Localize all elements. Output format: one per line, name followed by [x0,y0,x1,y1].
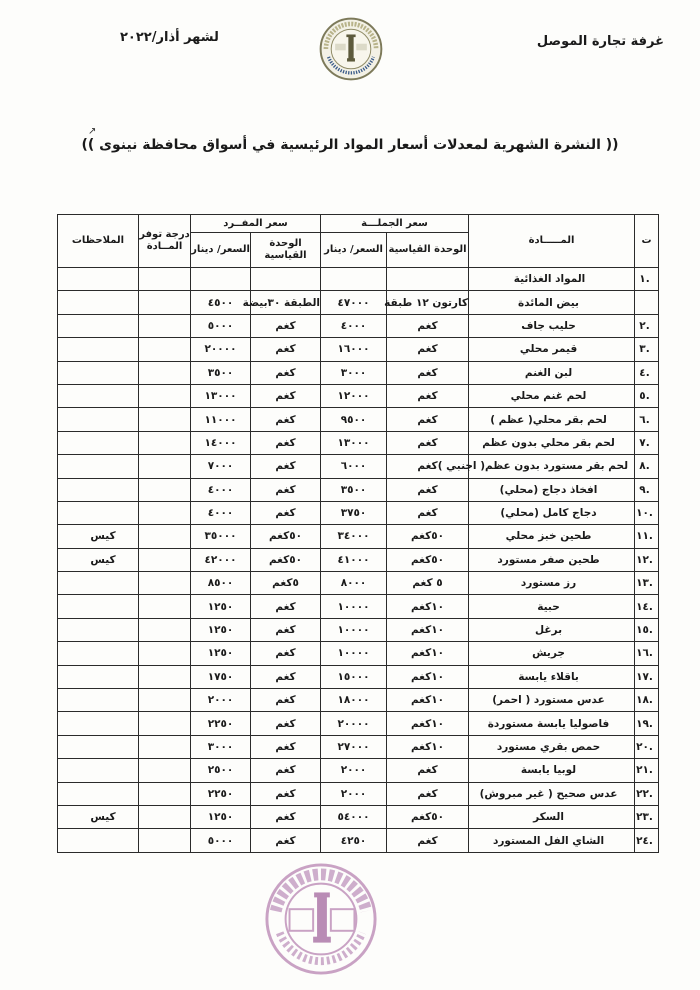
wholesale-unit: ١٠كغم [387,618,469,641]
table-row [58,291,659,314]
note [58,782,139,805]
wholesale-unit: ٥ كغم [387,572,469,595]
wholesale-price: ١٠٠٠٠ [321,642,387,665]
wholesale-unit: كغم [387,314,469,337]
note [58,759,139,782]
retail-unit: كغم [251,361,321,384]
retail-unit: كغم [251,338,321,361]
row-num: .٢ [635,314,659,337]
row-num: .٢٤ [635,829,659,852]
wholesale-unit: كغم [387,361,469,384]
wholesale-price: ٢٠٠٠ [321,782,387,805]
availability [139,384,191,407]
retail-price: ٤٢٠٠٠ [191,548,251,571]
item-name: طحين صفر مستورد [469,548,635,571]
retail-unit: كغم [251,735,321,758]
note [58,455,139,478]
wholesale-price: ٣٥٠٠ [321,478,387,501]
price-table [57,214,659,853]
wholesale-price: ١٠٠٠٠ [321,595,387,618]
note [58,665,139,688]
retail-unit: كغم [251,618,321,641]
wholesale-unit: ١٠كغم [387,712,469,735]
note [58,291,139,314]
retail-price: ١١٠٠٠ [191,408,251,431]
retail-unit: ٥٠كغم [251,548,321,571]
note: كيس [58,805,139,828]
availability [139,431,191,454]
item-name: لحم بقر محلي بدون عظم [469,431,635,454]
wholesale-price: ٤٠٠٠ [321,314,387,337]
item-name: حليب جاف [469,314,635,337]
note [58,829,139,852]
availability [139,291,191,314]
chamber-stamp-bottom [262,860,380,978]
availability [139,408,191,431]
retail-price: ٢٢٥٠ [191,712,251,735]
table-row [58,642,659,665]
retail-price: ٨٥٠٠ [191,572,251,595]
retail-price: ٤٠٠٠ [191,501,251,524]
note [58,361,139,384]
availability [139,782,191,805]
wholesale-price: ٢٧٠٠٠ [321,735,387,758]
wholesale-unit: كغم [387,431,469,454]
retail-unit: الطبقة ٣٠بيضة [251,291,321,314]
report-period: لشهر أذار/٢٠٢٢ [120,30,219,45]
wholesale-price: ٦٠٠٠ [321,455,387,478]
row-num: .٢٣ [635,805,659,828]
note [58,338,139,361]
table-row [58,689,659,712]
row-num: .٢٠ [635,735,659,758]
item-name: لبن الغنم [469,361,635,384]
retail-price: ١٣٠٠٠ [191,384,251,407]
table-row [58,665,659,688]
retail-unit: كغم [251,759,321,782]
item-name: افخاذ دجاج (محلي) [469,478,635,501]
availability [139,501,191,524]
wholesale-unit: كغم [387,408,469,431]
row-num: .١٢ [635,548,659,571]
item-name: لوبيا يابسة [469,759,635,782]
table-row [58,759,659,782]
item-name: برغل [469,618,635,641]
retail-price: ١٢٥٠ [191,595,251,618]
table-row [58,805,659,828]
row-num: .١٧ [635,665,659,688]
availability [139,735,191,758]
table-row [58,501,659,524]
retail-price: ١٢٥٠ [191,642,251,665]
retail-unit: كغم [251,689,321,712]
item-name: السكر [469,805,635,828]
table-row [58,572,659,595]
availability [139,689,191,712]
table-row [58,735,659,758]
section-num: .١ [635,268,659,291]
retail-unit: كغم [251,665,321,688]
availability [139,595,191,618]
availability [139,548,191,571]
wholesale-price: ١٣٠٠٠ [321,431,387,454]
table-row [58,478,659,501]
retail-unit: كغم [251,431,321,454]
wholesale-price: ١٦٠٠٠ [321,338,387,361]
row-num: .٢٢ [635,782,659,805]
item-name: لحم غنم محلي [469,384,635,407]
retail-unit: كغم [251,501,321,524]
retail-price: ٧٠٠٠ [191,455,251,478]
item-name: حمص بقري مستورد [469,735,635,758]
retail-unit: كغم [251,829,321,852]
table-row [58,314,659,337]
wholesale-unit: ١٠كغم [387,735,469,758]
note [58,712,139,735]
retail-price: ١٤٠٠٠ [191,431,251,454]
col-header-notes: الملاحظات [58,215,139,268]
section-label: المواد الغذائية [469,268,635,291]
wholesale-price: ٥٤٠٠٠ [321,805,387,828]
retail-price: ٣٥٠٠٠ [191,525,251,548]
availability [139,759,191,782]
availability [139,618,191,641]
row-num: .٦ [635,408,659,431]
note [58,501,139,524]
availability [139,665,191,688]
item-name: لحم بقر مستورد بدون عظم( اجنبي ) [469,455,635,478]
price-table-body [58,268,659,853]
wholesale-price: ٤٧٠٠٠ [321,291,387,314]
row-num: .٧ [635,431,659,454]
retail-price: ١٢٥٠ [191,805,251,828]
wholesale-price: ١٢٠٠٠ [321,384,387,407]
chamber-seal-top [318,16,384,82]
col-header-wholesale-unit: الوحدة القياسية [387,233,469,268]
retail-price: ٣٠٠٠ [191,735,251,758]
row-num: .١٨ [635,689,659,712]
table-row [58,595,659,618]
table-row [58,431,659,454]
availability [139,712,191,735]
wholesale-unit: كغم [387,782,469,805]
availability [139,642,191,665]
pen-mark: ↗ [88,126,97,137]
item-name: رز مستورد [469,572,635,595]
retail-unit: كغم [251,478,321,501]
wholesale-price: ٣٠٠٠ [321,361,387,384]
wholesale-unit: كغم [387,338,469,361]
item-name: باقلاء يابسة [469,665,635,688]
wholesale-unit: كارتون ١٢ طبقة [387,291,469,314]
row-num: .٢١ [635,759,659,782]
retail-unit: ٥٠كغم [251,525,321,548]
note [58,384,139,407]
wholesale-price: ٢٠٠٠٠ [321,712,387,735]
wholesale-price: ٣٧٥٠ [321,501,387,524]
item-name: حبية [469,595,635,618]
wholesale-price: ٤١٠٠٠ [321,548,387,571]
col-header-retail: سعر المفــرد [191,215,321,233]
bulletin-title: (( النشرة الشهرية لمعدلات أسعار المواد الرئيسية في أسواق محافظة نينوى )) [81,137,619,153]
row-num: .١١ [635,525,659,548]
retail-unit: كغم [251,805,321,828]
wholesale-unit: ١٠كغم [387,689,469,712]
table-row [58,384,659,407]
retail-unit: كغم [251,408,321,431]
table-row [58,525,659,548]
retail-unit: ٥كغم [251,572,321,595]
note [58,735,139,758]
item-name: بيض المائدة [469,291,635,314]
item-name: لحم بقر محلي( عظم ) [469,408,635,431]
row-num: .٩ [635,478,659,501]
item-name: جريش [469,642,635,665]
availability [139,805,191,828]
retail-unit: كغم [251,782,321,805]
wholesale-unit: ١٠كغم [387,642,469,665]
wholesale-price: ٤٢٥٠ [321,829,387,852]
wholesale-price: ٨٠٠٠ [321,572,387,595]
item-name: الشاي الفل المستورد [469,829,635,852]
col-header-item: المـــــادة [469,215,635,268]
retail-unit: كغم [251,642,321,665]
retail-unit: كغم [251,595,321,618]
col-header-wholesale-price: السعر/ دينار [321,233,387,268]
wholesale-price: ١٠٠٠٠ [321,618,387,641]
wholesale-unit: ٥٠كغم [387,548,469,571]
retail-price: ١٢٥٠ [191,618,251,641]
note [58,595,139,618]
availability [139,314,191,337]
note: كيس [58,525,139,548]
availability [139,478,191,501]
wholesale-unit: كغم [387,759,469,782]
table-row [58,618,659,641]
note [58,689,139,712]
table-row [58,408,659,431]
availability [139,361,191,384]
wholesale-unit: ١٠كغم [387,595,469,618]
item-name: قيمر محلي [469,338,635,361]
row-num: .٤ [635,361,659,384]
retail-price: ٢٥٠٠ [191,759,251,782]
wholesale-price: ٩٥٠٠ [321,408,387,431]
retail-price: ٣٥٠٠ [191,361,251,384]
availability [139,455,191,478]
retail-unit: كغم [251,712,321,735]
retail-unit: كغم [251,314,321,337]
col-header-num: ت [635,215,659,268]
item-name: عدس مستورد ( احمر) [469,689,635,712]
row-num: .١٥ [635,618,659,641]
wholesale-unit: كغم [387,501,469,524]
item-name: عدس صحيح ( غير مبروش) [469,782,635,805]
note [58,572,139,595]
row-num: .١٩ [635,712,659,735]
row-num: .١٤ [635,595,659,618]
wholesale-unit: ٥٠كغم [387,525,469,548]
row-num [635,291,659,314]
item-name: فاصوليا يابسة مستوردة [469,712,635,735]
retail-unit: كغم [251,384,321,407]
wholesale-unit: ٥٠كغم [387,805,469,828]
wholesale-unit: كغم [387,829,469,852]
table-row [58,455,659,478]
row-num: .٥ [635,384,659,407]
availability [139,525,191,548]
retail-price: ٤٠٠٠ [191,478,251,501]
retail-price: ١٧٥٠ [191,665,251,688]
note [58,408,139,431]
col-header-availability: درجة توفر المــادة [139,215,191,268]
availability [139,338,191,361]
availability [139,572,191,595]
retail-price: ٢٠٠٠ [191,689,251,712]
note [58,478,139,501]
col-header-retail-price: السعر/ دينار [191,233,251,268]
wholesale-price: ١٥٠٠٠ [321,665,387,688]
retail-price: ٢٠٠٠٠ [191,338,251,361]
note [58,431,139,454]
retail-price: ٤٥٠٠ [191,291,251,314]
note: كيس [58,548,139,571]
row-num: .١٦ [635,642,659,665]
retail-price: ٢٢٥٠ [191,782,251,805]
row-num: .١٣ [635,572,659,595]
row-num: .٨ [635,455,659,478]
table-row [58,782,659,805]
table-row [58,829,659,852]
note [58,618,139,641]
retail-unit: كغم [251,455,321,478]
wholesale-price: ٢٠٠٠ [321,759,387,782]
note [58,314,139,337]
section-row [58,268,659,291]
item-name: دجاج كامل (محلي) [469,501,635,524]
wholesale-price: ٣٤٠٠٠ [321,525,387,548]
wholesale-unit: كغم [387,455,469,478]
table-row [58,361,659,384]
table-row [58,338,659,361]
table-row [58,548,659,571]
organization-name: غرفة تجارة الموصل [536,34,664,49]
availability [139,829,191,852]
retail-price: ٥٠٠٠ [191,314,251,337]
retail-price: ٥٠٠٠ [191,829,251,852]
wholesale-unit: كغم [387,478,469,501]
col-header-retail-unit: الوحدة القياسية [251,233,321,268]
wholesale-price: ١٨٠٠٠ [321,689,387,712]
wholesale-unit: ١٠كغم [387,665,469,688]
table-row [58,712,659,735]
col-header-wholesale: سعر الجملـــة [321,215,469,233]
note [58,642,139,665]
row-num: .١٠ [635,501,659,524]
row-num: .٣ [635,338,659,361]
wholesale-unit: كغم [387,384,469,407]
item-name: طحين خبز محلي [469,525,635,548]
